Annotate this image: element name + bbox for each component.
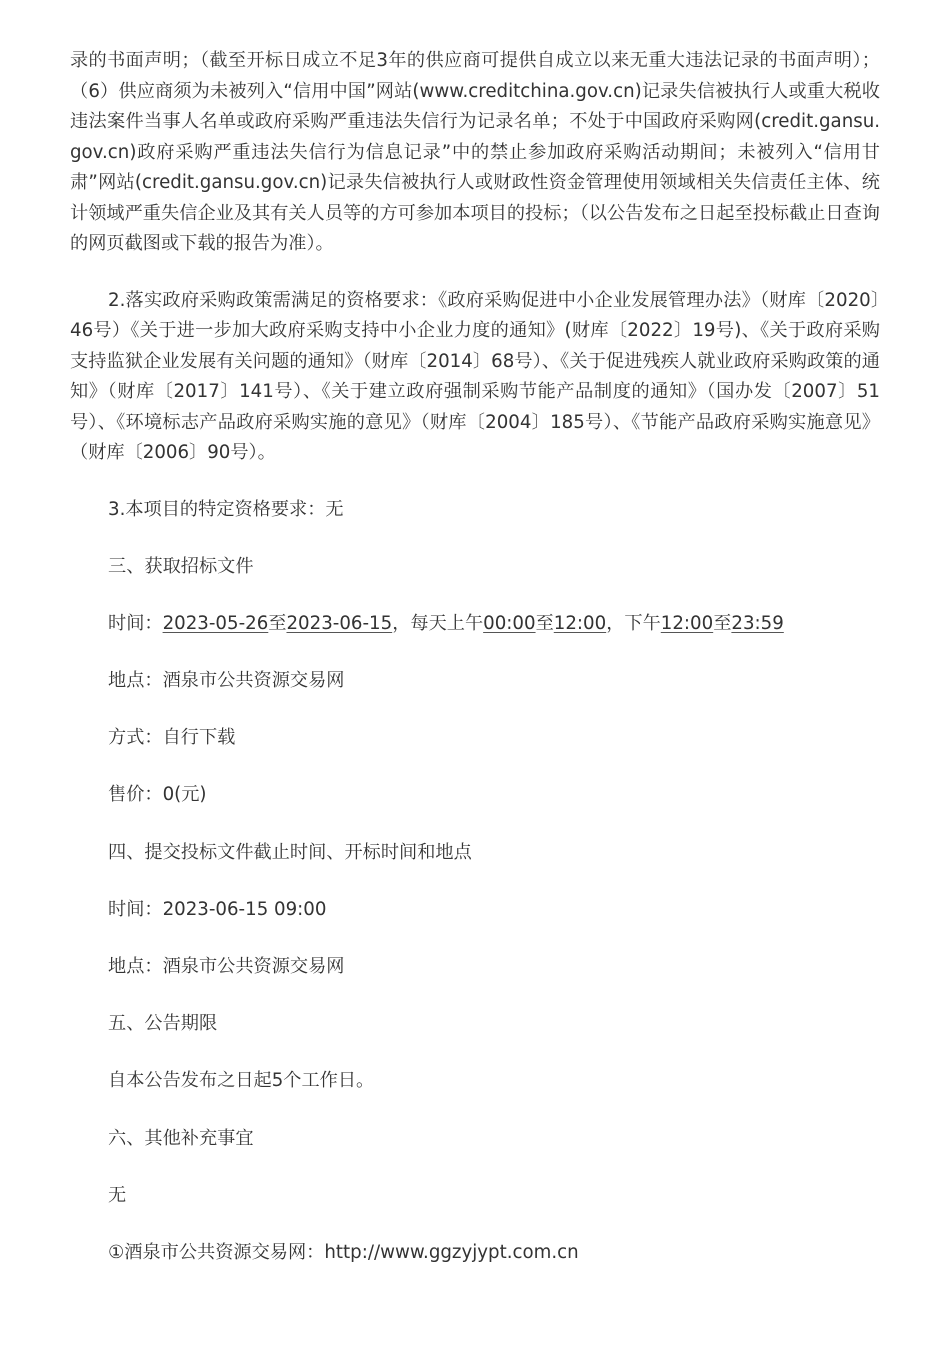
obtain-to-1: 至 xyxy=(268,612,287,634)
obtain-pm-start: 12:00 xyxy=(660,612,714,634)
obtain-am-start: 00:00 xyxy=(483,612,536,634)
section-heading-obtain-docs: 三、获取招标文件 xyxy=(108,555,254,577)
obtain-end-date: 2023-06-15 xyxy=(286,612,393,634)
qualification-item2-text: 2.落实政府采购政策需满足的资格要求：《政府采购促进中小企业发展管理办法》（财库〔2020〕46号）《关于进一步加大政府采购支持中小企业力度的通知》(财库〔2022〕19号)、《关于政府采购支持监狱企业发展有关问题的通知》（财库〔2014〕68号）、《关于促进残疾人就业政府采购政策的通知》（财库〔2017〕141号）、《关于建立政府强制采购节能产品制度的通知》（国办发〔2007〕51号）、《环境标志产品政府采购实施的意见》（财库〔2004〕185号）、《节能产品政府采购实施意见》（财库〔2006〕90号）。 xyxy=(70,289,880,463)
obtain-start-date: 2023-05-26 xyxy=(162,612,269,634)
submission-time: 时间：2023-06-15 09:00 xyxy=(108,898,327,920)
obtain-price: 售价：0(元) xyxy=(108,784,207,806)
qualification-item1-text: 录的书面声明；（截至开标日成立不足3年的供应商可提供自成立以来无重大违法记录的书面声明）；（6）供应商须为未被列入“信用中国”网站(www.creditchina.gov.cn)记录失信被执行人或重大税收违法案件当事人名单或政府采购严重违法失信行为记录名单；不处于中国政府采购网(credit.gansu.gov.cn)政府采购严重违法失信行为信息记录”中的禁止参加政府采购活动期间；未被列入“信用甘肃”网站(credit.gansu.gov.cn)记录失信被执行人或财政性资金管理使用领域相关失信责任主体、统计领域严重失信企业及其有关人员等的方可参加本项目的投标；（以公告发布之日起至投标截止日查询的网页截图或下载的报告为准）。 xyxy=(70,50,880,254)
other-text: 无 xyxy=(108,1184,127,1206)
obtain-to-2: 至 xyxy=(535,612,554,634)
obtain-pm-end: 23:59 xyxy=(731,612,784,634)
obtain-place: 地点：酒泉市公共资源交易网 xyxy=(108,670,345,692)
obtain-to-3: 至 xyxy=(713,612,732,634)
section-heading-period: 五、公告期限 xyxy=(108,1013,218,1035)
obtain-time-label: 时间： xyxy=(108,612,163,634)
section-heading-other: 六、其他补充事宜 xyxy=(108,1127,254,1149)
qualification-item3-text: 3.本项目的特定资格要求：无 xyxy=(108,498,344,520)
submission-place: 地点：酒泉市公共资源交易网 xyxy=(108,956,345,977)
obtain-pm-prefix: ，下午 xyxy=(606,612,661,634)
obtain-daily-prefix: ，每天上午 xyxy=(392,612,484,634)
obtain-time-line xyxy=(108,609,880,640)
obtain-method: 方式：自行下载 xyxy=(108,727,236,749)
period-text: 自本公告发布之日起5个工作日。 xyxy=(108,1070,375,1092)
section-heading-submission: 四、提交投标文件截止时间、开标时间和地点 xyxy=(108,841,472,863)
obtain-am-end: 12:00 xyxy=(553,612,607,634)
jiuquan-trading-site-link[interactable]: ①酒泉市公共资源交易网：http://www.ggzyjypt.com.cn xyxy=(108,1241,579,1263)
